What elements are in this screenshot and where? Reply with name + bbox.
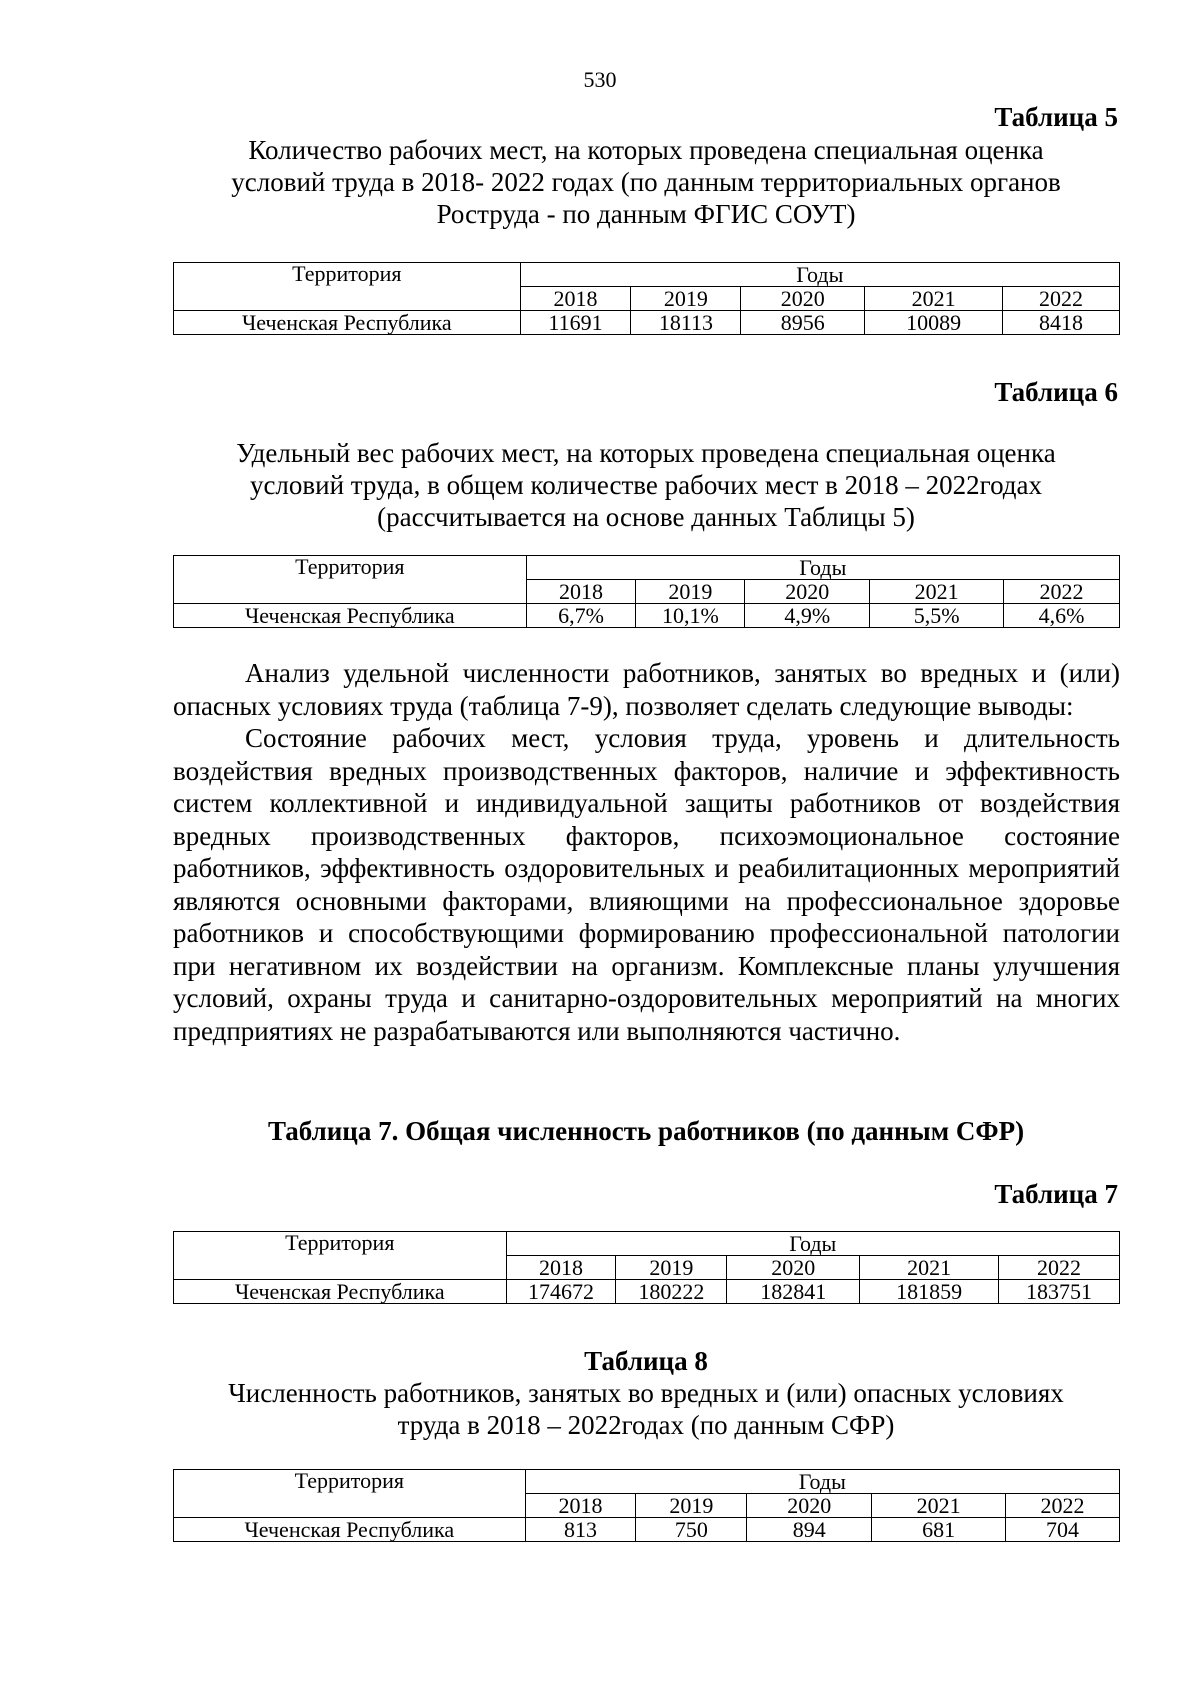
year-cell: 2022 bbox=[1006, 1494, 1120, 1518]
value-cell: 11691 bbox=[520, 311, 631, 335]
value-cell: 8956 bbox=[741, 311, 865, 335]
row-label: Чеченская Республика bbox=[174, 1518, 526, 1542]
year-cell: 2021 bbox=[870, 580, 1004, 604]
value-cell: 4,6% bbox=[1004, 604, 1120, 628]
year-cell: 2019 bbox=[636, 580, 745, 604]
value-cell: 183751 bbox=[999, 1280, 1120, 1304]
caption-line: Численность работников, занятых во вредных и (или) опасных условиях bbox=[228, 1378, 1064, 1408]
value-cell: 18113 bbox=[631, 311, 741, 335]
paragraph-text: Анализ удельной численности работников, занятых во вредных и (или) опасных условиях труда (таблица 7-9), позволяет сделать следующие выводы: bbox=[173, 658, 1120, 721]
territory-header: Территория bbox=[174, 263, 521, 311]
caption-line: условий труда, в общем количестве рабочих мест в 2018 – 2022годах bbox=[249, 470, 1043, 500]
value-cell: 894 bbox=[747, 1518, 872, 1542]
table-8-caption bbox=[172, 1377, 1120, 1441]
year-cell: 2019 bbox=[631, 287, 741, 311]
value-cell: 6,7% bbox=[526, 604, 636, 628]
row-label: Чеченская Республика bbox=[174, 311, 521, 335]
table-5-label: Таблица 5 bbox=[994, 102, 1118, 132]
year-cell: 2019 bbox=[616, 1256, 727, 1280]
page-number: 530 bbox=[583, 67, 617, 92]
caption-line: условий труда в 2018- 2022 годах (по данным территориальных органов bbox=[231, 167, 1061, 197]
table-8-label: Таблица 8 bbox=[584, 1346, 708, 1376]
table-6-caption bbox=[172, 437, 1120, 533]
table-7-heading: Таблица 7. Общая численность работников (по данным СФР) bbox=[267, 1116, 1025, 1146]
year-cell: 2018 bbox=[506, 1256, 616, 1280]
paragraph-text: Состояние рабочих мест, условия труда, уровень и длительность воздействия вредных производственных факторов, наличие и эффективность систем коллективной и индивидуальной защиты работников от воздействия вредных производственных факторов, психоэмоциональное состояние работников, эффективность оздоровительных и реабилитационных мероприятий являются основными факторами, влияющими на профессиональное здоровье работников и способствующими формированию профессиональной патологии при негативном их воздействии на организм. Комплексные планы улучшения условий, охраны труда и санитарно-оздоровительных мероприятий на многих предприятиях не разрабатываются или выполняются частично. bbox=[173, 723, 1120, 1046]
analysis-paragraph bbox=[173, 657, 1120, 722]
year-cell: 2020 bbox=[747, 1494, 872, 1518]
value-cell: 174672 bbox=[506, 1280, 616, 1304]
value-cell: 750 bbox=[636, 1518, 747, 1542]
years-header: Годы bbox=[520, 263, 1119, 287]
territory-header: Территория bbox=[174, 1232, 507, 1280]
year-cell: 2022 bbox=[1003, 287, 1120, 311]
year-cell: 2022 bbox=[999, 1256, 1120, 1280]
table-7 bbox=[173, 1231, 1120, 1304]
year-cell: 2020 bbox=[745, 580, 870, 604]
year-cell: 2018 bbox=[520, 287, 631, 311]
year-cell: 2018 bbox=[525, 1494, 636, 1518]
value-cell: 8418 bbox=[1003, 311, 1120, 335]
caption-line: труда в 2018 – 2022годах (по данным СФР) bbox=[397, 1410, 895, 1440]
value-cell: 10,1% bbox=[636, 604, 745, 628]
caption-line: (рассчитывается на основе данных Таблицы 5) bbox=[377, 502, 915, 532]
row-label: Чеченская Республика bbox=[174, 604, 527, 628]
year-cell: 2021 bbox=[872, 1494, 1006, 1518]
row-label: Чеченская Республика bbox=[174, 1280, 507, 1304]
years-header: Годы bbox=[525, 1470, 1119, 1494]
value-cell: 10089 bbox=[865, 311, 1003, 335]
year-cell: 2021 bbox=[860, 1256, 999, 1280]
year-cell: 2020 bbox=[741, 287, 865, 311]
conditions-paragraph bbox=[173, 722, 1120, 1047]
territory-header: Территория bbox=[174, 1470, 526, 1518]
value-cell: 4,9% bbox=[745, 604, 870, 628]
year-cell: 2020 bbox=[727, 1256, 860, 1280]
years-header: Годы bbox=[526, 556, 1119, 580]
caption-line: Количество рабочих мест, на которых проведена специальная оценка bbox=[248, 135, 1044, 165]
caption-line: Роструда - по данным ФГИС СОУТ) bbox=[436, 199, 856, 229]
year-cell: 2018 bbox=[526, 580, 636, 604]
value-cell: 182841 bbox=[727, 1280, 860, 1304]
table-6 bbox=[173, 555, 1120, 628]
table-6-label: Таблица 6 bbox=[994, 377, 1118, 407]
caption-line: Удельный вес рабочих мест, на которых проведена специальная оценка bbox=[236, 438, 1056, 468]
table-5 bbox=[173, 262, 1120, 335]
territory-header: Территория bbox=[174, 556, 527, 604]
table-8 bbox=[173, 1469, 1120, 1542]
value-cell: 813 bbox=[525, 1518, 636, 1542]
table-7-label: Таблица 7 bbox=[994, 1179, 1118, 1209]
value-cell: 180222 bbox=[616, 1280, 727, 1304]
table-5-caption bbox=[172, 134, 1120, 230]
year-cell: 2021 bbox=[865, 287, 1003, 311]
value-cell: 704 bbox=[1006, 1518, 1120, 1542]
year-cell: 2019 bbox=[636, 1494, 747, 1518]
value-cell: 181859 bbox=[860, 1280, 999, 1304]
year-cell: 2022 bbox=[1004, 580, 1120, 604]
value-cell: 681 bbox=[872, 1518, 1006, 1542]
value-cell: 5,5% bbox=[870, 604, 1004, 628]
years-header: Годы bbox=[506, 1232, 1119, 1256]
